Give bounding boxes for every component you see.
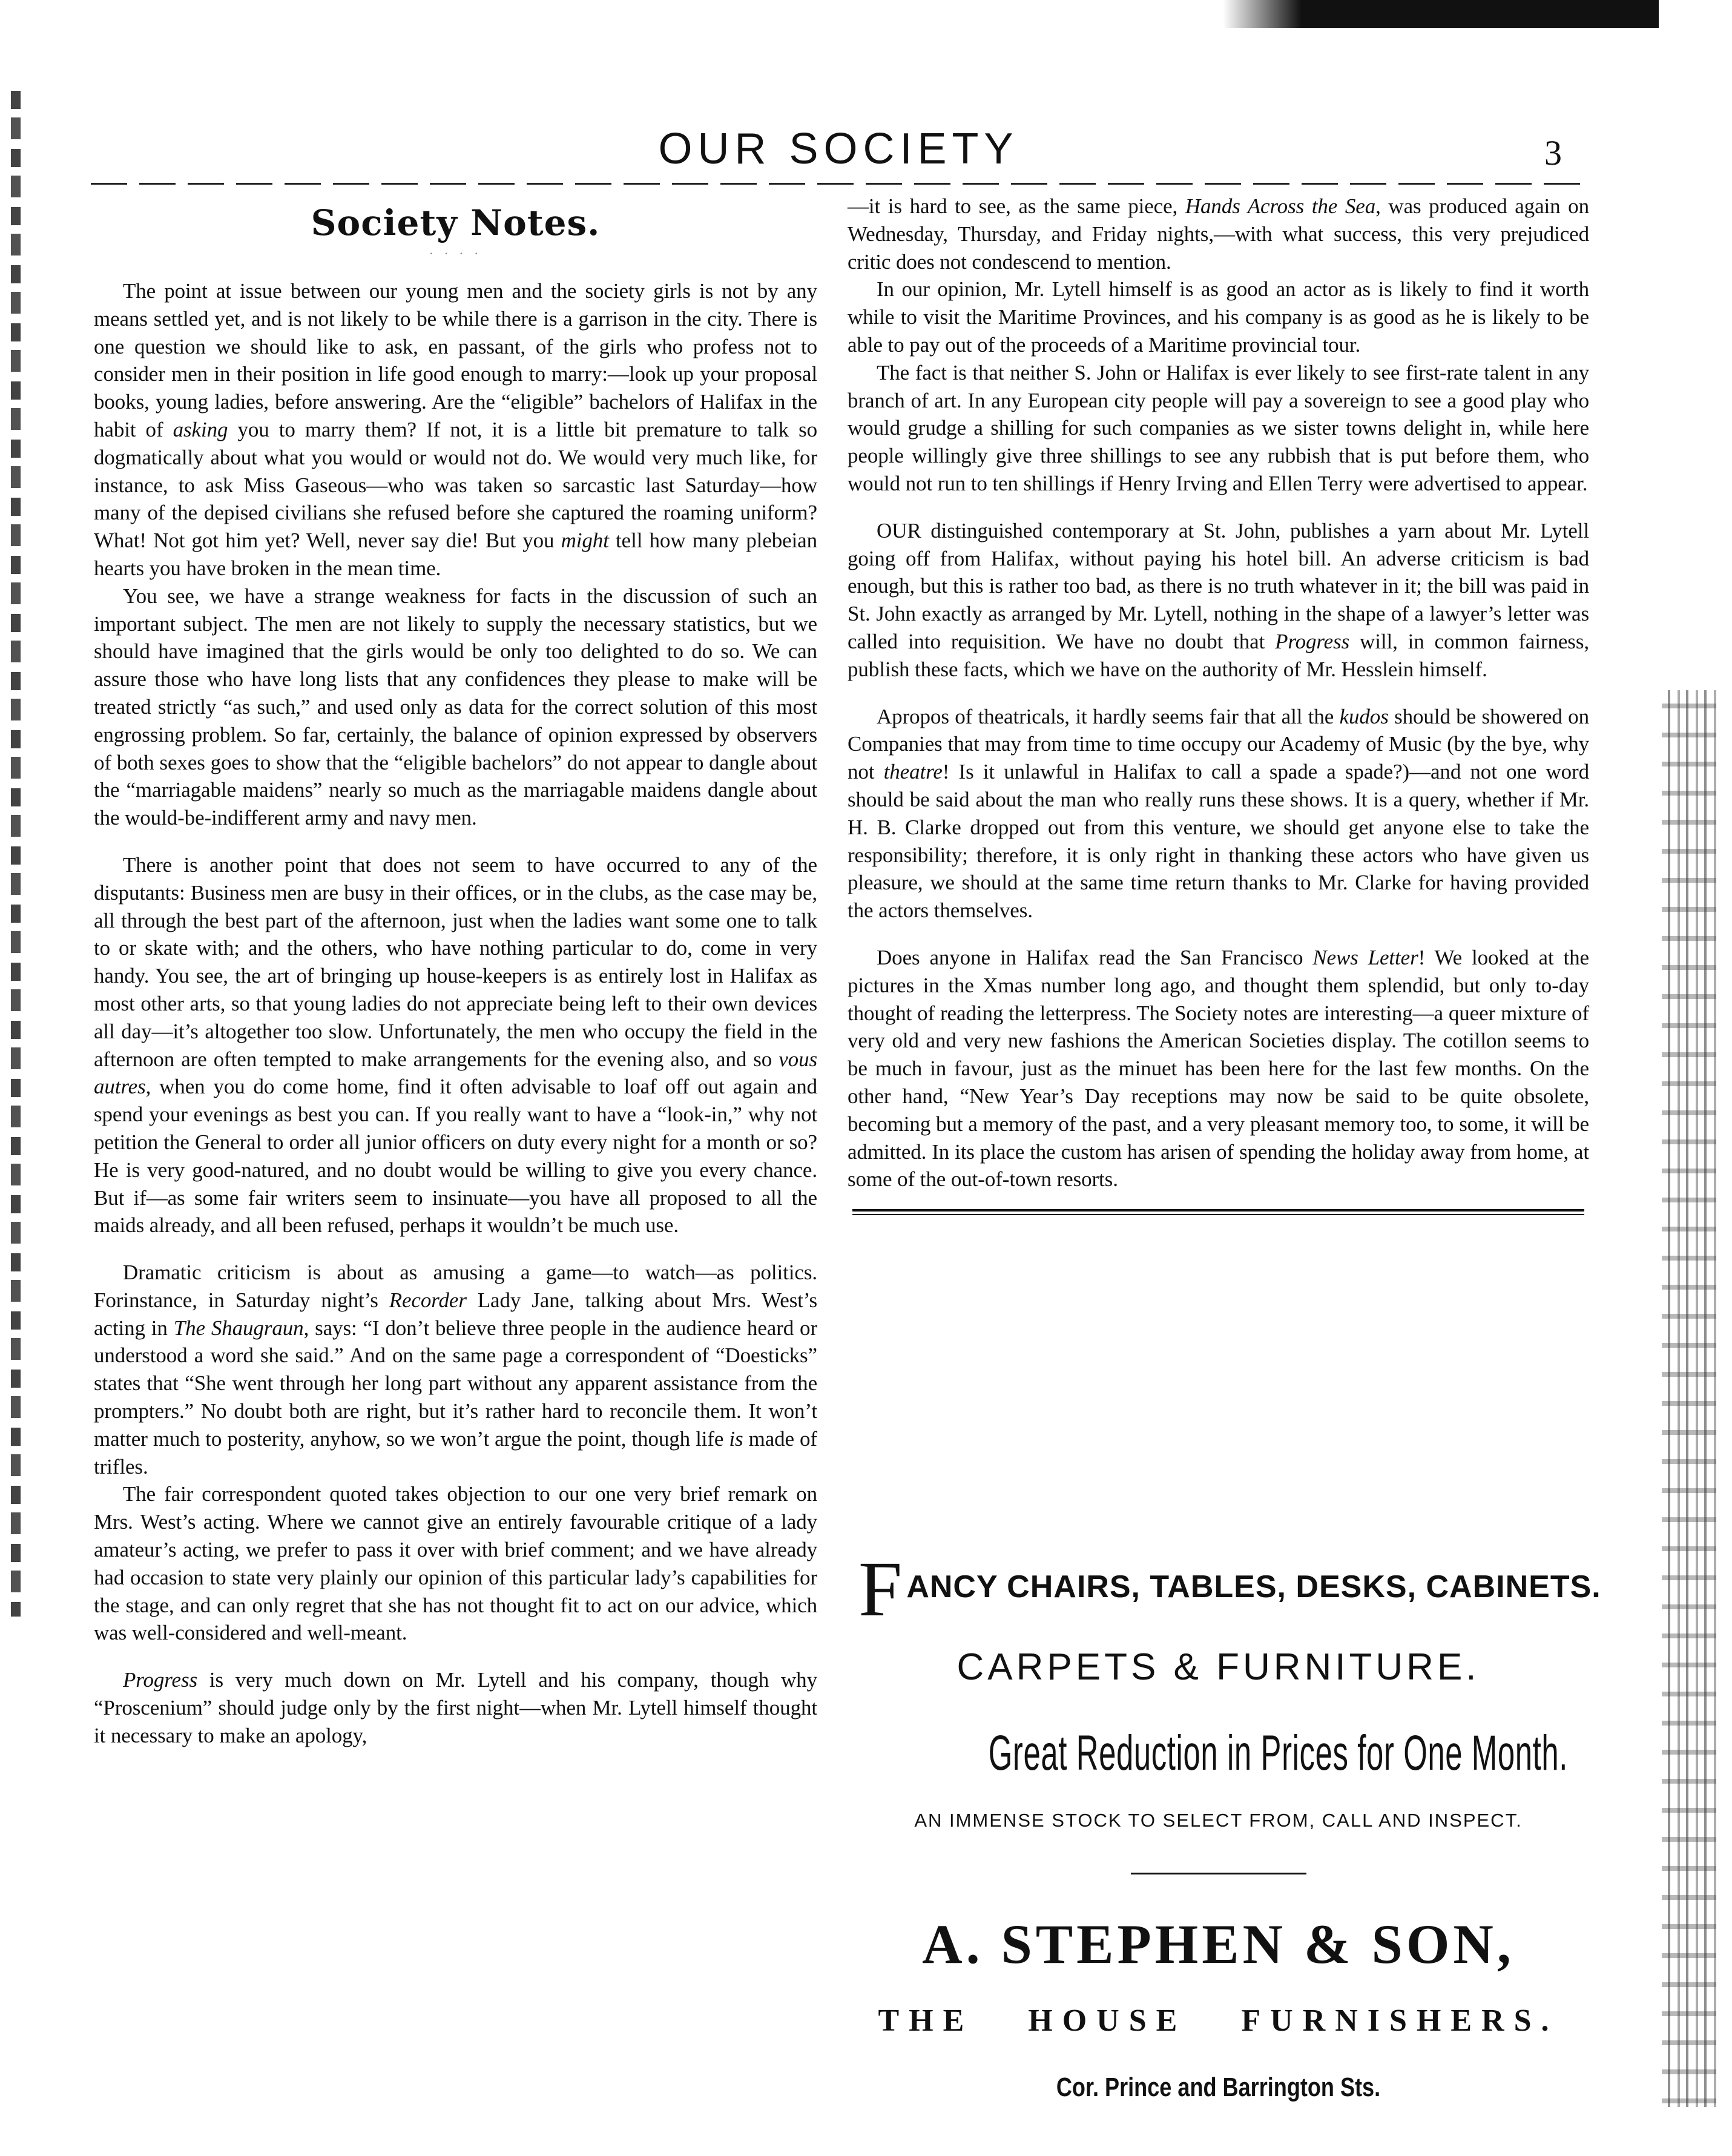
ad-headline xyxy=(848,1544,1601,1635)
left-column xyxy=(94,193,817,1750)
article-paragraph: Dramatic criticism is about as amusing a game—to watch—as politics. Forinstance, in Saturday night’s Recorder Lady Jane, talking about Mrs. West’s acting in The Shaugraun, says: “I don’t believe three people in the audience heard or understood a word she said.” And on the same page a correspondent of “Doesticks” states that “She went through her long part without any apparent assistance from the prompters.” No doubt both are right, but it’s rather hard to reconcile them. It won’t matter much to posterity, anyhow, so we won’t argue the point, though life is made of trifles. xyxy=(94,1261,817,1479)
article-paragraph: OUR distinguished contemporary at St. John, publishes a yarn about Mr. Lytell going off from Halifax, without paying his hotel bill. An adverse criticism is bad enough, but this is rather too bad, as there is no truth whatever in it; the bill was paid in St. John exactly as arranged by Mr. Lytell, nothing in the shape of a lawyer’s letter was called into requisition. We have no doubt that Progress will, in common fairness, publish these facts, which we have on the authority of Mr. Hesslein himself. xyxy=(848,518,1589,681)
ad-address: Cor. Prince and Barrington Sts. xyxy=(1056,2072,1381,2102)
ad-firm-name: A. STEPHEN & SON, xyxy=(922,1913,1515,1975)
article-paragraph: Does anyone in Halifax read the San Francisco News Letter! We looked at the pictures in the Xmas number long ago, and thought them splendid, but only to-day thought of reading the letterpress. The Society notes are interesting—a queer mixture of very old and very new fashions the American Societies display. The cotillon seems to be much in favour, just as the minuet has been here for the last few months. On the other hand, “New Year’s Day receptions may now be said to be quite obsolete, becoming but a memory of the past, and a very pleasant memory too, to some, it will be admitted. In its place the custom has arisen of spending the holiday away from home, at some of the out-of-town resorts. xyxy=(848,945,1589,1192)
article-paragraph: The fair correspondent quoted takes objection to our one very brief remark on Mrs. West’s acting. Where we cannot give an entirely favourable critique of a lady amateur’s acting, we prefer to pass it over with brief comment; and we have already had occasion to state very plainly our opinion of this particular lady’s capabilities for the stage, and can only regret that she has not thought fit to act on our advice, which was well-considered and well-meant. xyxy=(94,1482,817,1645)
scan-left-edge xyxy=(11,91,21,1617)
ad-drop-cap: F xyxy=(858,1546,903,1633)
masthead-title: OUR SOCIETY xyxy=(658,125,1019,173)
scan-right-edge-noise xyxy=(1662,690,1716,2107)
article-title: Society Notes. xyxy=(311,202,601,243)
article-paragraph: The fact is that neither S. John or Halifax is ever likely to see first-rate talent in any branch of art. In any European city people will pay a sovereign to see a good play who would grudge a shilling for such companies as we sister towns delight in, while here people willingly give three shillings to see any rubbish that is put before them, who would not run to ten shillings if Henry Irving and Ellen Terry were advertised to appear. xyxy=(848,360,1589,495)
right-column xyxy=(848,193,1589,1215)
ad-tagline-3: FURNISHERS. xyxy=(1241,2003,1559,2038)
ad-tagline-1: THE xyxy=(878,2003,974,2038)
advertisement-rule xyxy=(852,1209,1584,1215)
article-paragraph: You see, we have a strange weakness for facts in the discussion of such an important subject. The men are not likely to supply the necessary statistics, but we should have imagined that the girls would be only too delighted to do so. We can assure those who have long lists that any confidences they please to make will be treated strictly “as such,” and used only as data for the correct solution of this most engrossing problem. So far, certainly, the balance of opinion expressed by observers of both sexes goes to show that the “eligible bachelors” do not appear to dangle about the “marriagable maidens” nearly so much as the marriagable maidens dangle about the would-be-indifferent army and navy men. xyxy=(94,584,817,830)
header-rule xyxy=(91,183,1586,185)
ad-tagline xyxy=(848,2003,1589,2039)
article-paragraph: The point at issue between our young men and the society girls is not by any means settled yet, and is not likely to be while there is a garrison in the city. There is one question we should like to ask, en passant, of the girls who profess not to consider men in their position in life good enough to marry:—look up your proposal books, young ladies, before answering. Are the “eligible” bachelors of Halifax in the habit of asking you to marry them? If not, it is a little bit premature to talk so dogmatically about what you would or would not do. We would very much like, for instance, to ask Miss Gaseous—who was taken so sarcastic last Saturday—how many of the depised civilians she refused before she captured the roaming uniform? What! Not got him yet? Well, never say die! But you might tell how many plebeian hearts you have broken in the mean time. xyxy=(94,279,817,580)
ad-reduction: Great Reduction in Prices for One Month. xyxy=(988,1726,1569,1781)
article-paragraph: —it is hard to see, as the same piece, Hands Across the Sea, was produced again on Wednesday, Thursday, and Friday nights,—with what success, this very prejudiced critic does not condescend to mention. xyxy=(848,194,1589,274)
ad-divider xyxy=(1131,1873,1306,1874)
page-number: 3 xyxy=(1544,133,1562,173)
advertisement xyxy=(848,1520,1601,2103)
ad-headline-text: ANCY CHAIRS, TABLES, DESKS, CABINETS. xyxy=(906,1569,1601,1604)
ad-stock: AN IMMENSE STOCK TO SELECT FROM, CALL AND INSPECT. xyxy=(914,1810,1523,1831)
title-ornament: · · · · xyxy=(429,246,482,261)
ad-tagline-2: HOUSE xyxy=(1028,2003,1187,2038)
left-column-body xyxy=(94,277,817,1750)
right-column-body xyxy=(848,193,1589,1193)
article-paragraph: There is another point that does not seem to have occurred to any of the disputants: Business men are busy in their offices, or in the clubs, as the case may be, all through the best part of the afternoon, just when the ladies want some one to talk to or skate with; and the others, who have nothing particular to do, come in very handy. You see, the art of bringing up house-keepers is as entirely lost in Halifax as most other arts, so that young ladies do not appreciate being left to their own devices all day—it’s altogether too slow. Unfortunately, the men who occupy the field in the afternoon are often tempted to make arrangements for the evening also, and so vous autres, when you do come home, find it often advisable to loaf off out again and spend your evenings as best you can. If you really want to have a “look-in,” why not petition the General to order all junior officers on duty every night for a month or so? He is very good-natured, and no doubt would be willing to give you every chance. But if—as some fair writers seem to insinuate—you have all proposed to all the maids already, and all been refused, perhaps it wouldn’t be much use. xyxy=(94,852,817,1238)
ad-carpets: CARPETS & FURNITURE. xyxy=(957,1646,1480,1688)
article-paragraph: Apropos of theatricals, it hardly seems fair that all the kudos should be showered on Companies that may from time to time occupy our Academy of Music (by the bye, why not theatre! Is it unlawful in Halifax to call a spade a spade?)—and not one word should be said about the man who really runs these shows. It is a query, whether if Mr. H. B. Clarke dropped out from this venture, we should get anyone else to take the responsibility; therefore, it is only right in thanking these actors who have given us pleasure, we should at the same time return thanks to Mr. Clarke for having provided the actors themselves. xyxy=(848,704,1589,923)
article-paragraph: Progress is very much down on Mr. Lytell and his company, though why “Proscenium” should judge only by the first night—when Mr. Lytell himself thought it necessary to make an apology, xyxy=(94,1668,817,1747)
article-paragraph: In our opinion, Mr. Lytell himself is as good an actor as is likely to find it worth while to visit the Maritime Provinces, and his company is as good as he is likely to be able to pay out of the proceeds of a Maritime provincial tour. xyxy=(848,277,1589,357)
scan-top-bar xyxy=(1223,0,1659,28)
page-header xyxy=(91,124,1586,179)
